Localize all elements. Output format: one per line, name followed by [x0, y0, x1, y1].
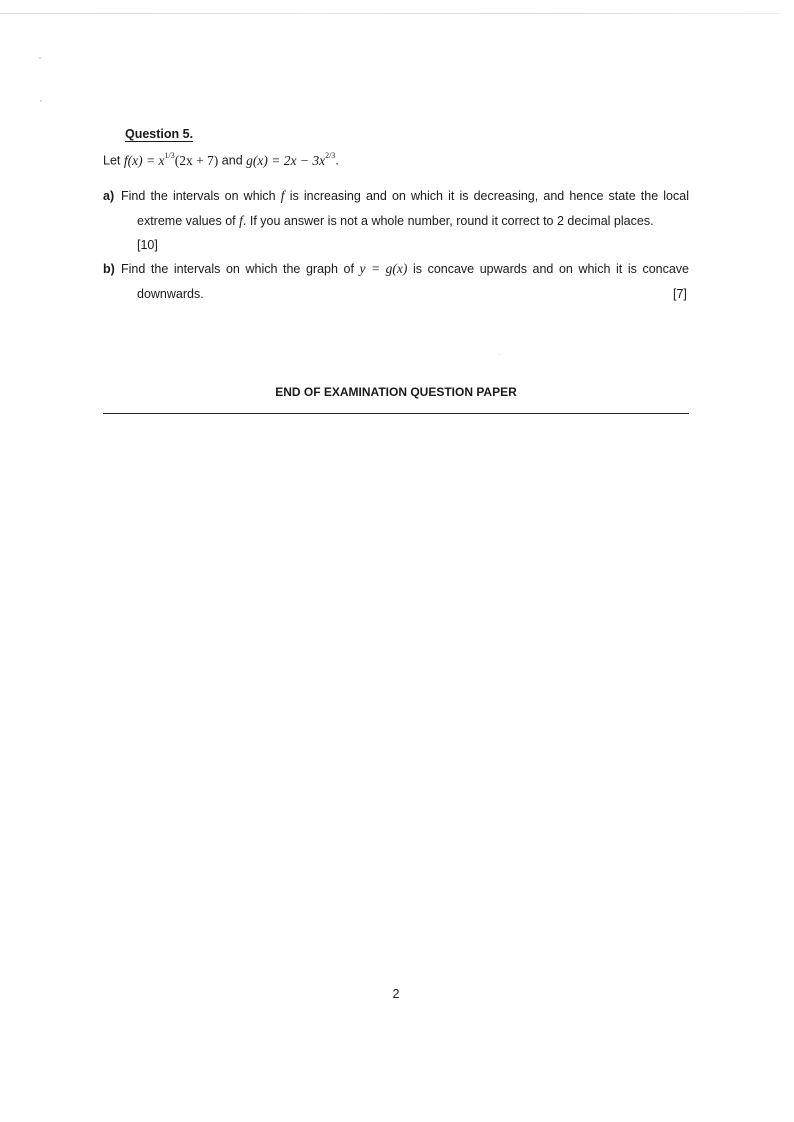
- intro-let: Let: [103, 153, 121, 168]
- scan-speck: [39, 57, 41, 59]
- part-a-text: Find the intervals on which f is increasing and on which it is decreasing, and hence state the local extreme values of f. If you answer is not a whole number, round it correct to 2 decimal places. [10]: [121, 188, 689, 252]
- scan-speck: [40, 100, 42, 102]
- part-b: [103, 257, 689, 306]
- page-number: 2: [392, 987, 400, 1001]
- scan-speck: [499, 354, 500, 355]
- intro-and: and: [221, 153, 243, 168]
- part-b-label: b): [103, 262, 115, 276]
- y-equals-g: y = g(x): [359, 261, 408, 276]
- part-a-marks: [10]: [137, 238, 158, 252]
- g-exponent: 2/3: [325, 151, 336, 160]
- part-a: [103, 184, 689, 258]
- end-divider: [103, 413, 689, 414]
- part-b-text: Find the intervals on which the graph of y = g(x) is concave upwards and on which it is concave downwards. [7]: [121, 261, 689, 301]
- f-symbol: f: [239, 212, 243, 228]
- f-symbol: f: [280, 188, 285, 203]
- question-title: Question 5.: [125, 127, 194, 141]
- intro-end: .: [335, 153, 339, 168]
- f-definition: $f(x) = x^{1/3}(2x + 7)$: [123, 151, 219, 168]
- end-of-paper-heading: END OF EXAMINATION QUESTION PAPER: [275, 385, 517, 399]
- f-exponent: 1/3: [164, 151, 175, 160]
- g-definition: $g(x) = 2x - 3x^{2/3}$: [246, 151, 336, 168]
- scan-edge-line: [0, 13, 780, 14]
- question-intro: [103, 152, 339, 169]
- part-a-label: a): [103, 189, 115, 203]
